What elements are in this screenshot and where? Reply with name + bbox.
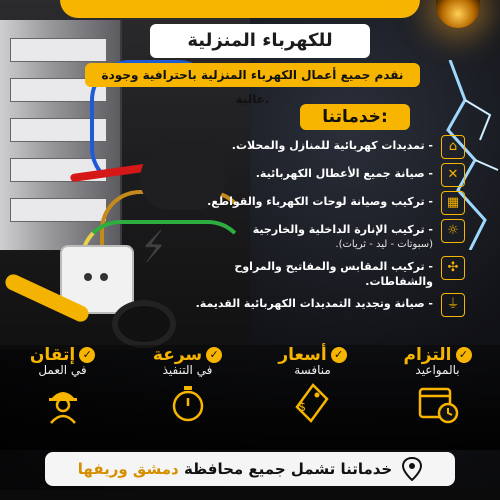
worker-helmet-icon — [41, 381, 85, 425]
check-icon: ✓ — [79, 347, 95, 363]
location-pin-icon — [402, 457, 422, 481]
house-bolt-icon: ⌂ — [441, 135, 465, 159]
service-text: - تركيب وصيانة لوحات الكهرباء والقواطع. — [207, 195, 433, 208]
feature-title: إتقان — [29, 345, 76, 365]
feature-head — [133, 345, 243, 365]
feature-speed — [133, 345, 243, 450]
service-item — [195, 293, 465, 317]
coverage-text-main: خدماتنا تشمل جميع محافظة — [183, 460, 393, 478]
page-subtitle: للكهرباء المنزلية — [150, 24, 370, 58]
feature-prices — [258, 345, 368, 450]
service-item — [195, 163, 465, 187]
service-text — [253, 219, 433, 252]
service-text: - تركيب المقابس والمفاتيح والمراوح والشفاطات. — [234, 260, 433, 288]
service-item — [195, 135, 465, 159]
price-tag-icon — [291, 381, 335, 425]
check-icon: ✓ — [456, 347, 472, 363]
breaker-row — [10, 38, 107, 62]
feature-subtitle: في التنفيذ — [162, 363, 213, 377]
light-bulb-icon — [436, 0, 480, 28]
breaker-panel-icon: ▦ — [441, 191, 465, 215]
tagline: نقدم جميع أعمال الكهرباء المنزلية باحترافية وجودة عالية. — [85, 63, 420, 87]
ceiling-lamp-icon: ☼ — [441, 219, 465, 243]
coverage-text — [78, 460, 392, 478]
coverage-banner — [45, 452, 455, 486]
service-item — [195, 256, 465, 289]
title-strip — [60, 0, 420, 18]
feature-subtitle: في العمل — [38, 363, 87, 377]
service-item — [195, 219, 465, 252]
coverage-highlight: دمشق وريفها — [77, 460, 179, 478]
service-text: - صيانة جميع الأعطال الكهربائية. — [255, 167, 433, 180]
feature-head — [258, 345, 368, 365]
services-title: خدماتنا: — [300, 104, 410, 130]
feature-subtitle: منافسة — [294, 363, 331, 377]
tools-icon: ✕ — [441, 163, 465, 187]
bottom-edge — [0, 490, 500, 500]
check-icon: ✓ — [206, 347, 222, 363]
feature-commitment — [383, 345, 493, 450]
check-icon: ✓ — [331, 347, 347, 363]
service-line: - تركيب الإنارة الداخلية والخارجية — [252, 223, 433, 236]
service-text: - تمديدات كهربائية للمنازل والمحلات. — [231, 139, 433, 152]
feature-subtitle: بالمواعيد — [415, 363, 460, 377]
socket-hole — [84, 273, 92, 281]
breaker-row — [10, 198, 107, 222]
service-subtext: (سبوتات - ليد - ثريات). — [335, 239, 433, 250]
feature-head — [383, 345, 493, 365]
feature-head — [8, 345, 118, 365]
stopwatch-icon — [166, 381, 210, 425]
feature-title: أسعار — [278, 345, 327, 365]
watermark: ⚡ — [135, 222, 173, 274]
insulating-tape — [112, 300, 176, 348]
fan-socket-icon: ✣ — [441, 256, 465, 280]
feature-title: سرعة — [152, 345, 203, 365]
services-list — [195, 135, 465, 321]
service-item — [195, 191, 465, 215]
calendar-clock-icon — [416, 381, 460, 425]
feature-quality — [8, 345, 118, 450]
svg-text:$: $ — [297, 400, 306, 414]
service-text: - صيانة وتجديد التمديدات الكهربائية القديمة. — [195, 297, 433, 310]
socket-hole — [100, 273, 108, 281]
plug-icon: ⏚ — [441, 293, 465, 317]
features-row — [0, 345, 500, 450]
feature-title: التزام — [403, 345, 452, 365]
